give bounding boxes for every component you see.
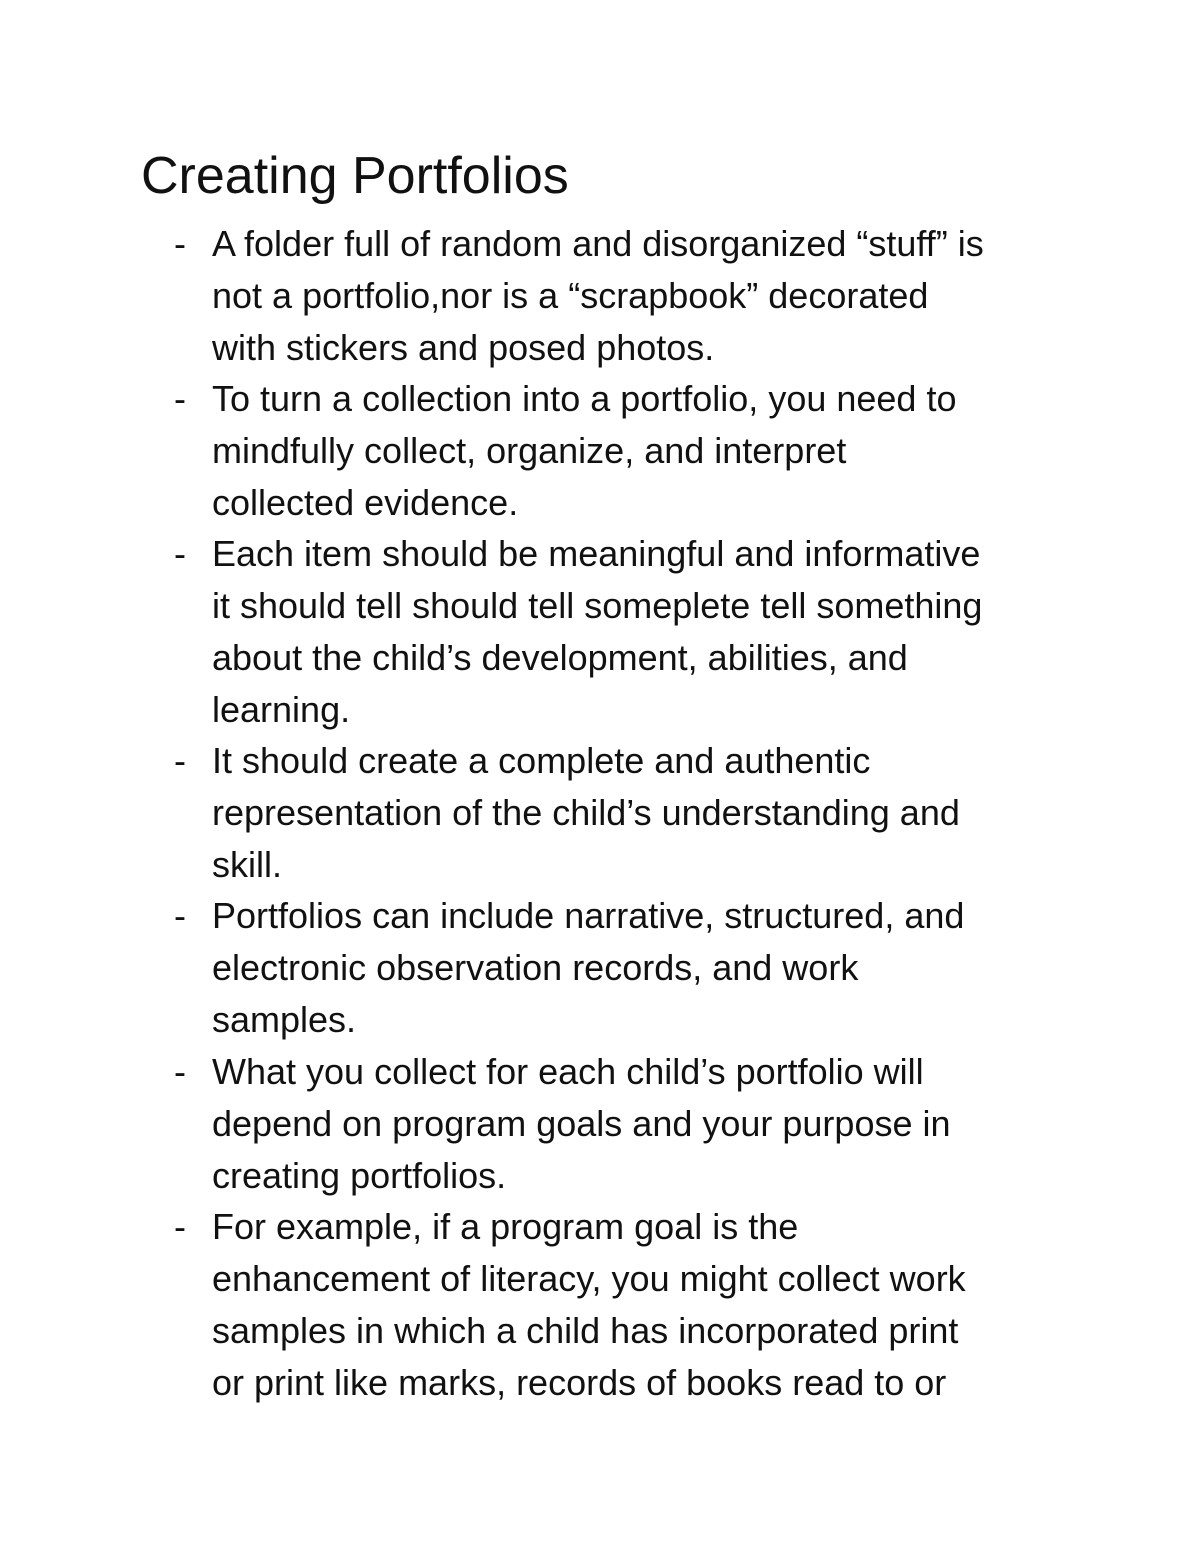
bullet-text-line: enhancement of literacy, you might collect work — [212, 1258, 966, 1299]
bullet-text-line: Portfolios can include narrative, structured, and — [212, 895, 965, 936]
bullet-dash: - — [174, 533, 186, 574]
page-title: Creating Portfolios — [141, 147, 569, 205]
bullet-text-line: with stickers and posed photos. — [212, 327, 715, 368]
bullet-dash: - — [174, 1206, 186, 1247]
bullet-text-line: samples. — [212, 999, 357, 1040]
bullet-text-line: not a portfolio,nor is a “scrapbook” decorated — [212, 275, 929, 316]
bullet-text-line: For example, if a program goal is the — [212, 1206, 799, 1247]
bullet-dash: - — [174, 378, 186, 419]
bullet-text-line: learning. — [212, 689, 351, 730]
bullet-dash: - — [174, 223, 186, 264]
bullet-dash: - — [174, 740, 186, 781]
bullet-text-line: What you collect for each child’s portfolio will — [212, 1051, 924, 1092]
bullet-text-line: creating portfolios. — [212, 1155, 507, 1196]
bullet-text-line: or print like marks, records of books read to or — [212, 1362, 947, 1403]
bullet-text-line: it should tell should tell someplete tell something — [212, 585, 983, 626]
bullet-text-line: Each item should be meaningful and informative — [212, 533, 981, 574]
bullet-text-line: A folder full of random and disorganized “stuff” is — [212, 223, 984, 264]
bullet-text-line: electronic observation records, and work — [212, 947, 859, 988]
bullet-dash: - — [174, 1051, 186, 1092]
bullet-text-line: samples in which a child has incorporated print — [212, 1310, 959, 1351]
bullet-text-line: mindfully collect, organize, and interpret — [212, 430, 847, 471]
bullet-text-line: depend on program goals and your purpose in — [212, 1103, 951, 1144]
bullet-dash: - — [174, 895, 186, 936]
bullet-text-line: To turn a collection into a portfolio, you need to — [212, 378, 957, 419]
bullet-text-line: collected evidence. — [212, 482, 519, 523]
bullet-text-line: skill. — [212, 844, 282, 885]
bullet-text-line: It should create a complete and authentic — [212, 740, 871, 781]
bullet-text-line: representation of the child’s understanding and — [212, 792, 960, 833]
bullet-text-line: about the child’s development, abilities, and — [212, 637, 908, 678]
